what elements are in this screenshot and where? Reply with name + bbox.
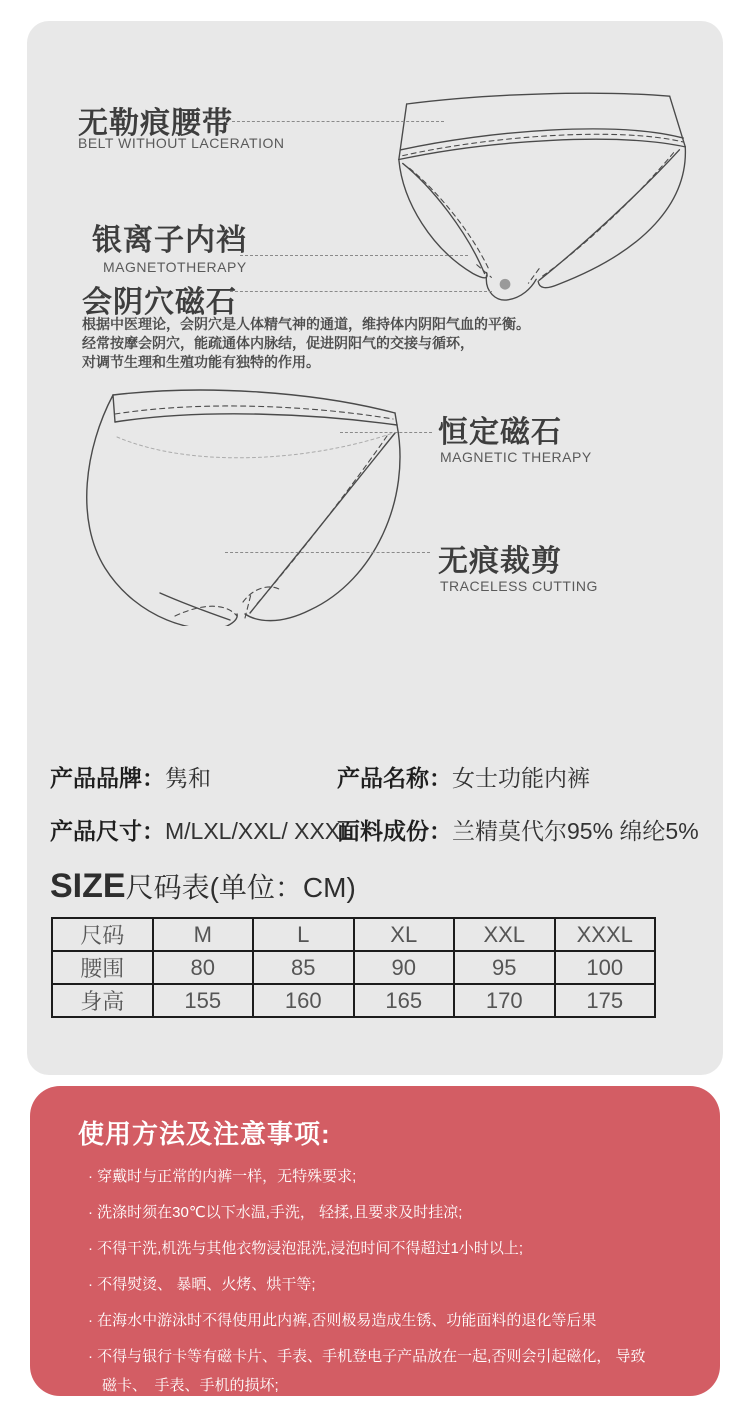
product-size-value: M/LXL/XXL/ XXXL — [165, 818, 353, 844]
usage-line: · 不得熨烫、 暴晒、火烤、烘干等; — [88, 1276, 316, 1293]
product-name — [337, 760, 590, 793]
size-chart-cell: 腰围 — [52, 951, 153, 984]
acupoint-description-line2: 经常按摩会阴穴，能疏通体内脉结，促进阴阳气的交接与循环， — [82, 335, 474, 351]
leader-line-cutting — [225, 552, 430, 553]
usage-line-continuation: 磁卡、 手表、手机的损坏; — [102, 1377, 279, 1394]
usage-line-list — [88, 1165, 688, 1397]
acupoint-description-line1: 根据中医理论，会阴穴是人体精气神的通道，维持体内阴阳气血的平衡。 — [82, 316, 530, 332]
product-brand — [50, 760, 211, 793]
usage-line: · 不得与银行卡等有磁卡片、手表、手机登电子产品放在一起,否则会引起磁化， 导致 — [88, 1348, 646, 1365]
size-chart-cell: 165 — [354, 984, 455, 1017]
size-chart-cell: XXL — [454, 918, 555, 951]
feature-magnet-label: 恒定磁石 — [438, 416, 562, 449]
size-chart-cell: 160 — [253, 984, 354, 1017]
usage-title: 使用方法及注意事项: — [78, 1119, 331, 1149]
size-chart-title-en: SIZE — [50, 867, 126, 905]
feature-crotch-label: 银离子内裆 — [92, 224, 247, 257]
size-chart-table — [51, 917, 656, 1018]
panty-front-drawing — [393, 92, 695, 304]
size-chart-header-row — [52, 918, 655, 951]
panty-back-drawing — [75, 388, 415, 626]
product-name-value: 女士功能内裤 — [452, 765, 590, 791]
size-chart-title — [50, 866, 356, 906]
product-name-label: 产品名称： — [337, 765, 452, 791]
size-chart-cell: 175 — [555, 984, 656, 1017]
size-chart-cell: M — [153, 918, 254, 951]
size-chart-cell: XL — [354, 918, 455, 951]
feature-waistband-label: 无勒痕腰带 — [78, 107, 233, 140]
feature-crotch-sublabel: MAGNETOTHERAPY — [103, 259, 247, 275]
product-fabric-value: 兰精莫代尔95% 绵纶5% — [452, 818, 699, 844]
feature-cutting-sublabel: TRACELESS CUTTING — [440, 578, 598, 594]
product-size-label: 产品尺寸： — [50, 818, 165, 844]
usage-line: · 洗涤时须在30℃以下水温,手洗， 轻揉,且要求及时挂凉; — [88, 1204, 463, 1221]
feature-acupoint-label: 会阴穴磁石 — [82, 286, 237, 319]
size-chart-cell: 170 — [454, 984, 555, 1017]
usage-line: · 不得干洗,机洗与其他衣物浸泡混洗,浸泡时间不得超过1小时以上; — [88, 1240, 524, 1257]
product-brand-value: 隽和 — [165, 765, 211, 791]
feature-cutting-label: 无痕裁剪 — [438, 545, 562, 578]
product-fabric — [337, 813, 699, 846]
acupoint-description-line3: 对调节生理和生殖功能有独特的作用。 — [82, 354, 320, 370]
size-chart-cell: 80 — [153, 951, 254, 984]
size-chart-cell: 155 — [153, 984, 254, 1017]
product-size — [50, 813, 353, 846]
size-chart-cell: 100 — [555, 951, 656, 984]
size-chart-cell: 95 — [454, 951, 555, 984]
usage-line: · 在海水中游泳时不得使用此内裤,否则极易造成生锈、功能面料的退化等后果 — [88, 1312, 597, 1329]
size-chart-cell: 85 — [253, 951, 354, 984]
size-chart-cell: XXXL — [555, 918, 656, 951]
product-fabric-label: 面料成份： — [337, 818, 452, 844]
size-chart-cell: L — [253, 918, 354, 951]
leader-line-acupoint — [230, 291, 492, 292]
leader-line-crotch — [240, 255, 468, 256]
acupoint-description — [82, 315, 530, 372]
leader-line-magnet — [340, 432, 432, 433]
size-chart-cell: 尺码 — [52, 918, 153, 951]
usage-line: · 穿戴时与正常的内裤一样，无特殊要求; — [88, 1168, 357, 1185]
size-chart-cell: 90 — [354, 951, 455, 984]
leader-line-waistband — [232, 121, 444, 122]
size-chart-title-zh: 尺码表(单位：CM) — [125, 872, 356, 903]
magnet-dot — [500, 279, 511, 290]
product-brand-label: 产品品牌： — [50, 765, 165, 791]
feature-waistband-sublabel: BELT WITHOUT LACERATION — [78, 135, 285, 151]
size-chart-cell: 身高 — [52, 984, 153, 1017]
size-chart-waist-row — [52, 951, 655, 984]
feature-magnet-sublabel: MAGNETIC THERAPY — [440, 449, 592, 465]
usage-notice-card — [30, 1086, 720, 1396]
size-chart-height-row — [52, 984, 655, 1017]
